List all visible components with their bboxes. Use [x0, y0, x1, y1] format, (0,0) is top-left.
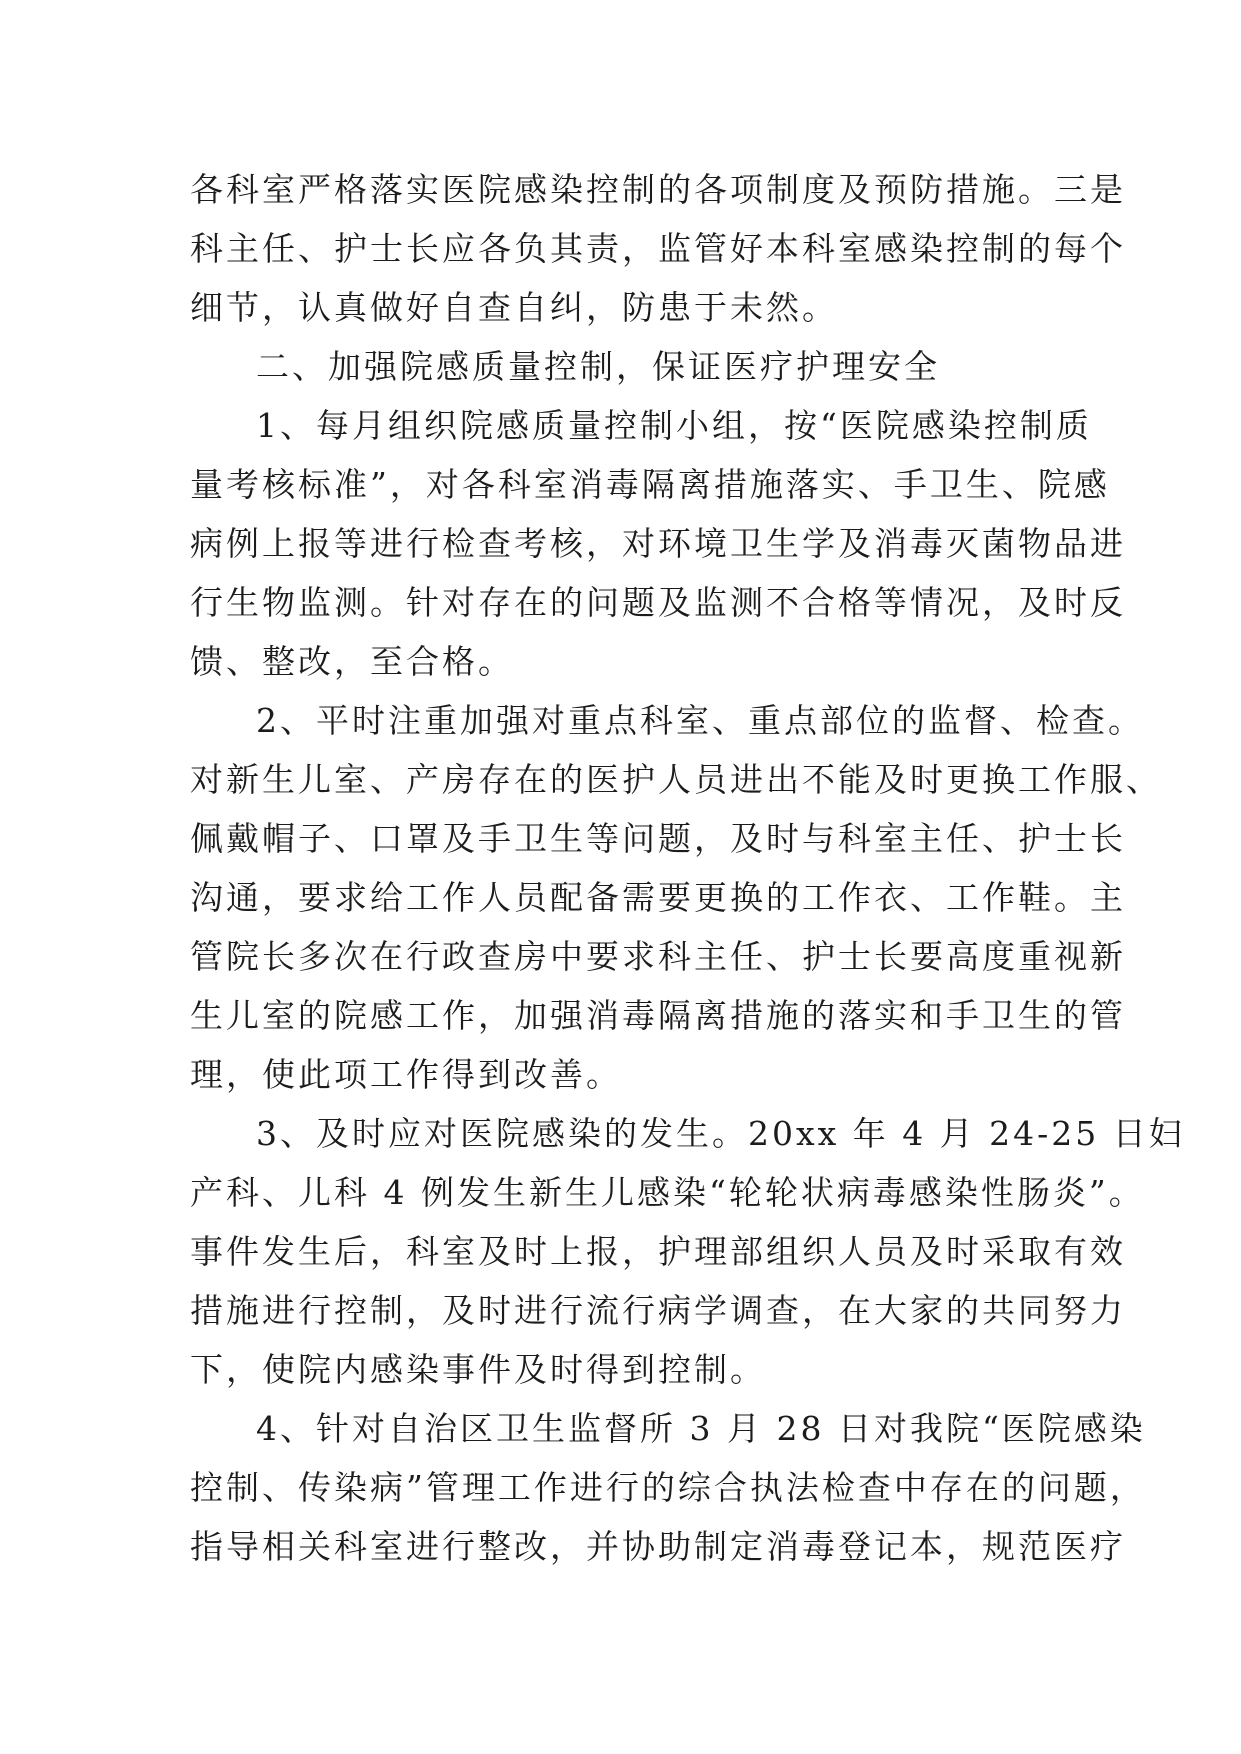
text-line: 1、每月组织院感质量控制小组，按“医院感染控制质 — [256, 406, 1092, 445]
text-line: 措施进行控制，及时进行流行病学调查，在大家的共同努力 — [190, 1291, 1126, 1330]
text-line: 管院长多次在行政查房中要求科主任、护士长要高度重视新 — [190, 937, 1126, 976]
text-line: 指导相关科室进行整改，并协助制定消毒登记本，规范医疗 — [190, 1527, 1126, 1566]
text-line: 下，使院内感染事件及时得到控制。 — [190, 1350, 766, 1389]
text-line: 各科室严格落实医院感染控制的各项制度及预防措施。三是 — [190, 170, 1126, 209]
text-line: 理，使此项工作得到改善。 — [190, 1055, 622, 1094]
section-heading: 二、加强院感质量控制，保证医疗护理安全 — [256, 347, 940, 386]
text-line: 2、平时注重加强对重点科室、重点部位的监督、检查。 — [256, 701, 1144, 740]
text-line: 产科、儿科 4 例发生新生儿感染“轮轮状病毒感染性肠炎”。 — [190, 1173, 1145, 1212]
text-line: 佩戴帽子、口罩及手卫生等问题，及时与科室主任、护士长 — [190, 819, 1126, 858]
document-body — [190, 160, 1185, 1576]
text-line: 事件发生后，科室及时上报，护理部组织人员及时采取有效 — [190, 1232, 1126, 1271]
text-line: 细节，认真做好自查自纠，防患于未然。 — [190, 288, 838, 327]
text-line: 馈、整改，至合格。 — [190, 642, 514, 681]
text-line: 4、针对自治区卫生监督所 3 月 28 日对我院“医院感染 — [256, 1409, 1146, 1448]
text-line: 控制、传染病”管理工作进行的综合执法检查中存在的问题， — [190, 1468, 1146, 1507]
text-line: 生儿室的院感工作，加强消毒隔离措施的落实和手卫生的管 — [190, 996, 1126, 1035]
text-line: 病例上报等进行检查考核，对环境卫生学及消毒灭菌物品进 — [190, 524, 1126, 563]
text-line: 对新生儿室、产房存在的医护人员进出不能及时更换工作服、 — [190, 760, 1162, 799]
text-line: 沟通，要求给工作人员配备需要更换的工作衣、工作鞋。主 — [190, 878, 1126, 917]
text-line: 3、及时应对医院感染的发生。20xx 年 4 月 24-25 日妇 — [256, 1114, 1185, 1153]
text-line: 科主任、护士长应各负其责，监管好本科室感染控制的每个 — [190, 229, 1126, 268]
text-line: 行生物监测。针对存在的问题及监测不合格等情况，及时反 — [190, 583, 1126, 622]
text-line: 量考核标准”，对各科室消毒隔离措施落实、手卫生、院感 — [190, 465, 1110, 504]
